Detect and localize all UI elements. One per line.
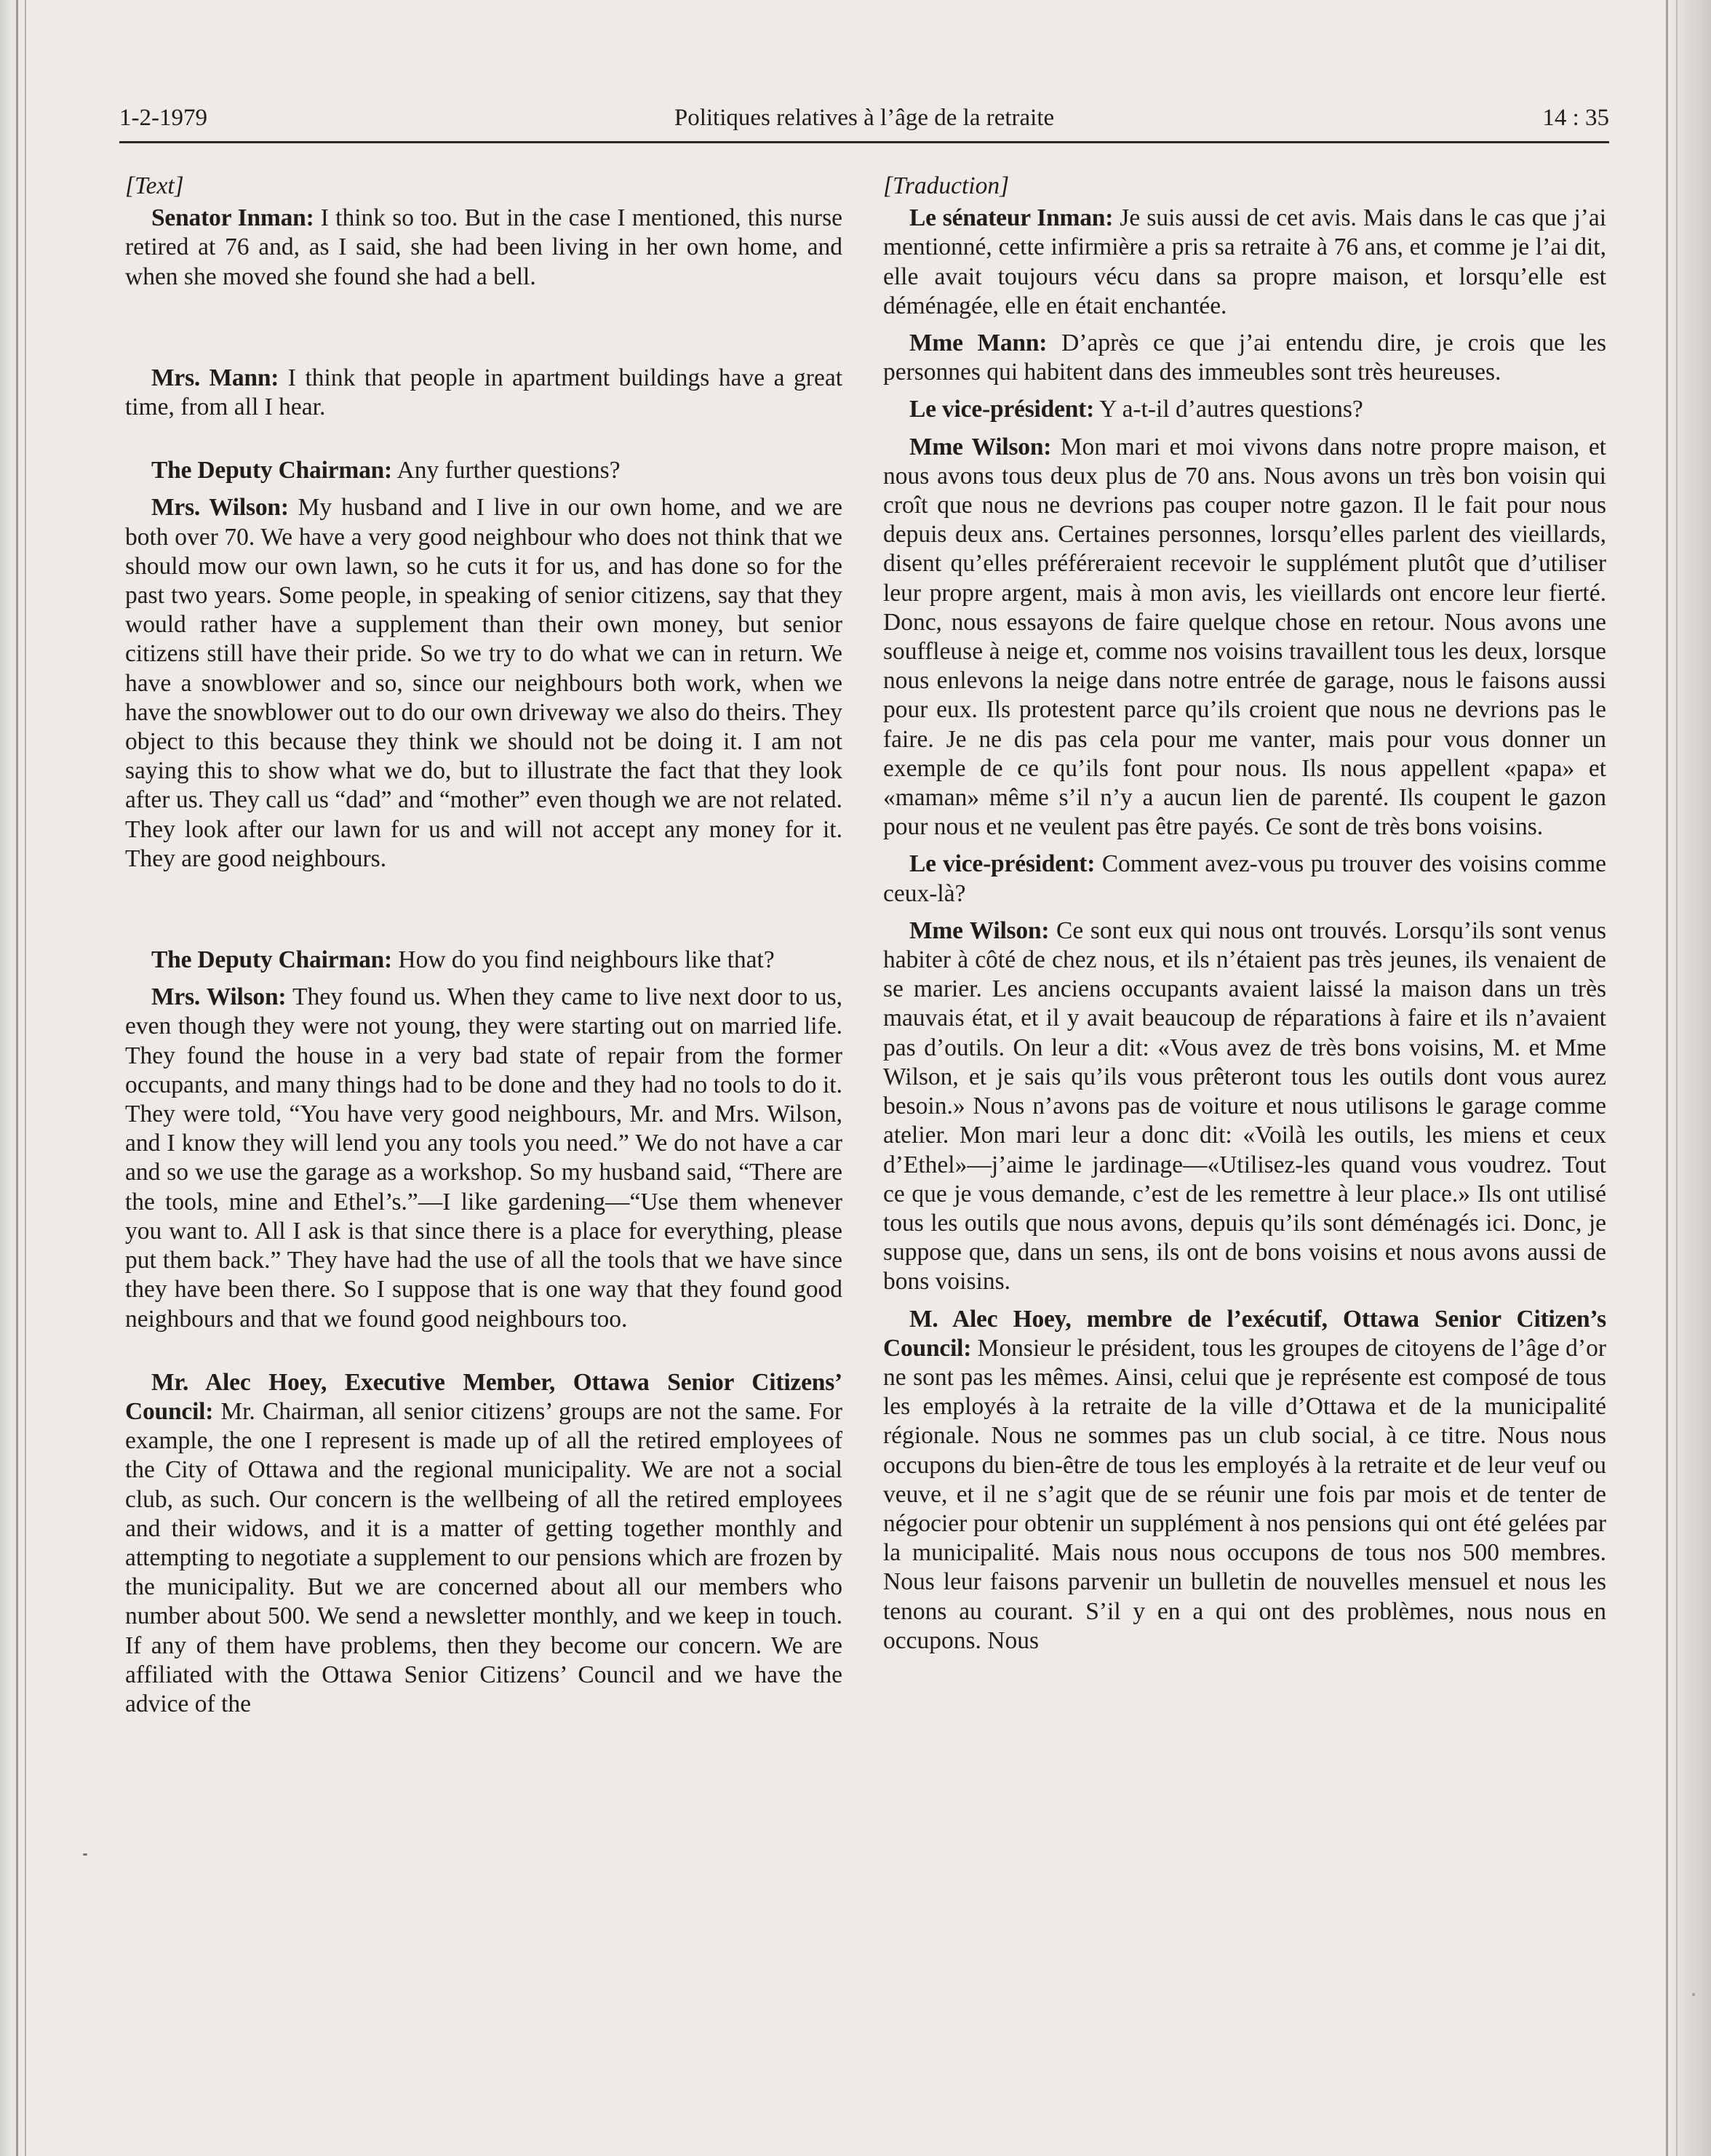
- speaker-name: Mrs. Mann:: [151, 364, 279, 391]
- paragraph: [883, 204, 1606, 321]
- page-edge: [1666, 0, 1668, 2156]
- scan-mark: [1692, 1993, 1695, 1996]
- page-edge-inner: [1676, 0, 1678, 2156]
- paragraph: [125, 364, 842, 422]
- speech-text: Any further questions?: [392, 457, 621, 484]
- speaker-name: The Deputy Chairman:: [151, 946, 393, 974]
- header-date: 1-2-1979: [119, 105, 207, 131]
- header-page-number: 14 : 35: [1542, 105, 1609, 131]
- speaker-name: Le vice-président:: [909, 396, 1095, 423]
- speaker-name: The Deputy Chairman:: [151, 457, 393, 484]
- speaker-name: Mrs. Wilson:: [151, 983, 287, 1011]
- speaker-name: Le sénateur Inman:: [909, 204, 1114, 232]
- speech-text: My husband and I live in our own home, and we are both over 70. We have a very good neighbour who does not think that we should mow our own lawn, so he cuts it for us, and has done so for the past two years. Some people, in speaking of senior citizens, say that they would rather have a supplement than their own money, but senior citizens still have their pride. So we try to do what we can in return. We have a snowblower and so, since our neighbours both work, when we have the snowblower out to do our own driveway we also do theirs. They object to this because they think we should not be doing it. I am not saying this to show what we do, but to illustrate the fact that they look after us. They call us “dad” and “mother” even though we are not related. They look after our lawn for us and will not accept any money for it. They are good neighbours.: [125, 494, 842, 872]
- binding-edge-inner: [25, 0, 26, 2156]
- paragraph: [125, 493, 842, 874]
- paragraph: [883, 917, 1606, 1297]
- paragraph: [125, 204, 842, 292]
- paragraph: [883, 329, 1606, 387]
- paragraph: [125, 983, 842, 1333]
- french-column: [883, 172, 1606, 1664]
- speech-text: Y a-t-il d’autres questions?: [1094, 396, 1363, 423]
- speaker-name: Mr. Alec Hoey, Executive Member, Ottawa Senior Citizens’ Council:: [125, 1368, 842, 1425]
- speech-text: I think that people in apartment buildings have a great time, from all I hear.: [125, 364, 842, 421]
- paragraph: [125, 946, 842, 975]
- paragraph: [883, 850, 1606, 908]
- scan-mark: [83, 1853, 87, 1856]
- paragraph: [125, 456, 842, 485]
- speech-text: Ce sont eux qui nous ont trouvés. Lorsqu’ils sont venus habiter à côté de chez nous, et ils n’étaient pas très jeunes, ils venaient de se marier. Les anciens occupants avaient laissé la maison dans un très mauvais état, et il y avait beaucoup de réparations à faire et ils n’avaient pas d’outils. On leur a dit: «Vous avez de très bons voisins, M. et Mme Wilson, et je sais qu’ils vous prêteront tous les outils dont vous aurez besoin.» Nous n’avons pas de voiture et nous utilisons le garage comme atelier. Mon mari leur a donc dit: «Voilà les outils, les miens et ceux d’Ethel»—j’aime le jardinage—«Utilisez-les quand vous voudrez. Tout ce que je vous demande, c’est de les remettre à leur place.» Ils ont utilisé tous les outils que nous avons, depuis qu’ils sont déménagés ici. Donc, je suppose que, dans un sens, ils ont de bons voisins et nous avons aussi de bons voisins.: [883, 917, 1606, 1295]
- header-title: Politiques relatives à l’âge de la retraite: [674, 105, 1055, 131]
- speaker-name: Senator Inman:: [151, 204, 314, 232]
- paragraph: [883, 1305, 1606, 1656]
- speaker-name: Mme Wilson:: [909, 433, 1052, 460]
- speaker-name: Mme Wilson:: [909, 917, 1050, 944]
- paragraph: [883, 433, 1606, 842]
- column-label: [Text]: [125, 172, 184, 199]
- speech-text: Monsieur le président, tous les groupes de citoyens de l’âge d’or ne sont pas les mêmes. Ainsi, celui que je représente est composé de tous les employés à la retraite de la ville d’Ottawa et de la municipalité régionale. Nous ne sommes pas un club social, à ce titre. Nous nous occupons du bien-être de tous les employés à la retraite et de leur veuf ou veuve, et il ne s’agit que de se réunir une fois par mois et de tenter de négocier pour obtenir un supplément à nos pensions qui ont été gelées par la municipalité. Mais nous nous occupons de tous nos 500 membres. Nous leur faisons parvenir un bulletin de nouvelles mensuel et nous les tenons au courant. S’il y en a qui ont des problèmes, nous nous en occupons. Nous: [883, 1334, 1606, 1654]
- speaker-name: Le vice-président:: [909, 850, 1096, 878]
- speech-text: How do you find neighbours like that?: [392, 946, 775, 974]
- speech-text: Je suis aussi de cet avis. Mais dans le cas que j’ai mentionné, cette infirmière a pris sa retraite à 76 ans, et comme je l’ai dit, elle avait toujours vécu dans sa propre maison, et lorsqu’elle est déménagée, elle en était enchantée.: [883, 204, 1606, 319]
- running-header: [119, 100, 1609, 143]
- paragraph: [883, 395, 1606, 424]
- paragraph: [125, 1368, 842, 1719]
- column-label: [Traduction]: [883, 172, 1010, 199]
- speaker-name: Mme Mann:: [909, 330, 1048, 357]
- speaker-name: Mrs. Wilson:: [151, 494, 289, 522]
- binding-edge: [16, 0, 18, 2156]
- speech-text: They found us. When they came to live next door to us, even though they were not young, they were starting out on married life. They found the house in a very bad state of repair from the former occupants, and many things had to be done and they had no tools to do it. They were told, “You have very good neighbours, Mr. and Mrs. Wilson, and I know they will lend you any tools you need.” We do not have a car and so we use the garage as a workshop. So my husband said, “There are the tools, mine and Ethel’s.”—I like gardening—“Use them whenever you want to. All I ask is that since there is a place for everything, please put them back.” They have had the use of all the tools that we have since they have been there. So I suppose that is one way that they found good neighbours and that we found good neighbours too.: [125, 983, 842, 1333]
- english-column: [125, 172, 842, 1727]
- speaker-name: M. Alec Hoey, membre de l’exécutif, Ottawa Senior Citizen’s Council:: [883, 1305, 1606, 1362]
- speech-text: I think so too. But in the case I mentioned, this nurse retired at 76 and, as I said, she had been living in her own home, and when she moved she found she had a bell.: [125, 204, 842, 290]
- speech-text: Comment avez-vous pu trouver des voisins comme ceux-là?: [883, 850, 1606, 907]
- speech-text: D’après ce que j’ai entendu dire, je crois que les personnes qui habitent dans des immeubles sont très heureuses.: [883, 330, 1606, 386]
- speech-text: Mr. Chairman, all senior citizens’ groups are not the same. For example, the one I represent is made up of all the retired employees of the City of Ottawa and the regional municipality. We are not a social club, as such. Our concern is the wellbeing of all the retired employees and their widows, and it is a matter of getting together monthly and attempting to negotiate a supplement to our pensions which are frozen by the municipality. But we are concerned about all our members who number about 500. We send a newsletter monthly, and we keep in touch. If any of them have problems, then they become our concern. We are affiliated with the Ottawa Senior Citizens’ Council and we have the advice of the: [125, 1397, 842, 1717]
- speech-text: Mon mari et moi vivons dans notre propre maison, et nous avons tous deux plus de 70 ans. Nous avons un très bon voisin qui croît que nous ne devrions pas couper notre gazon. Il le fait pour nous depuis deux ans. Certaines personnes, lorsqu’elles parlent des vieillards, disent qu’elles préféreraient recevoir le supplément plutôt que d’utiliser leur propre argent, mais à mon avis, les vieillards ont encore leur fierté. Donc, nous essayons de faire quelque chose en retour. Nous avons une souffleuse à neige et, comme nos voisins travaillent tous les deux, lorsque nous enlevons la neige dans notre entrée de garage, nous le faisons aussi pour eux. Ils protestent parce qu’ils croient que nous ne devrions pas le faire. Je ne dis pas cela pour me vanter, mais pour vous donner un exemple de ce qu’ils font pour nous. Ils nous appellent «papa» et «maman» même s’il n’y a aucun lien de parenté. Ils coupent le gazon pour nous et ne veulent pas être payés. Ce sont de très bons voisins.: [883, 433, 1606, 841]
